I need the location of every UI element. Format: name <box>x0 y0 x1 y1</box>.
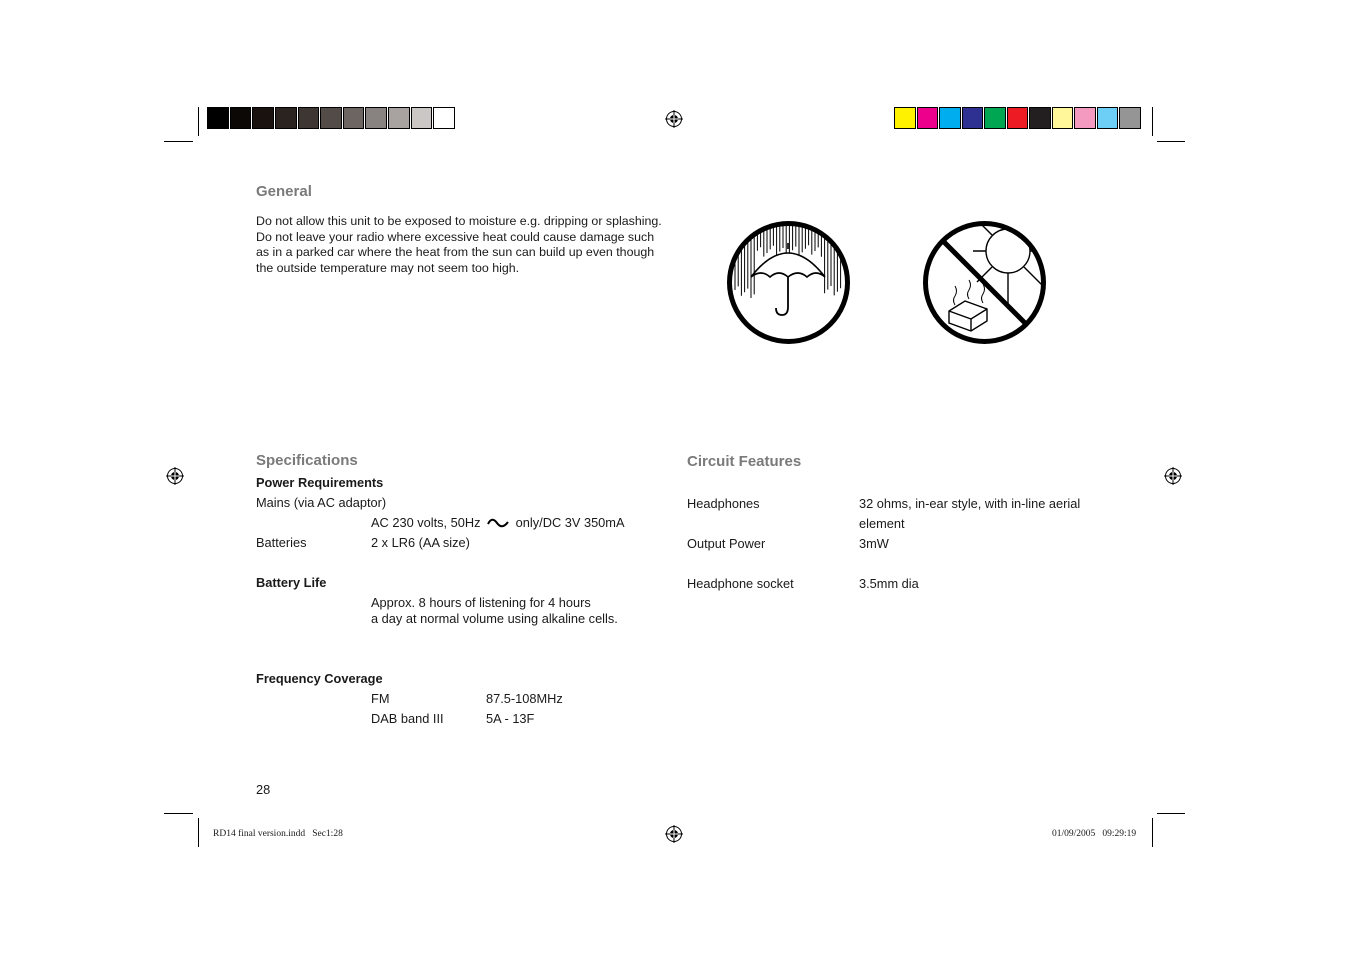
color-swatch <box>984 107 1006 129</box>
slug-left: RD14 final version.indd Sec1:28 <box>213 829 343 839</box>
mains-label: Mains (via AC adaptor) <box>256 495 387 510</box>
circuit-label: Headphone socket <box>687 576 794 591</box>
grey-swatch <box>433 107 455 129</box>
registration-mark-icon <box>166 467 184 485</box>
grey-swatch <box>388 107 410 129</box>
grey-swatch <box>411 107 433 129</box>
slug-right: 01/09/2005 09:29:19 <box>1052 829 1137 839</box>
grey-swatch <box>343 107 365 129</box>
crop-mark-top-left-h <box>164 141 193 142</box>
process-color-bar <box>894 107 1142 131</box>
color-swatch <box>917 107 939 129</box>
grey-color-bar <box>207 107 456 131</box>
crop-mark-bottom-right-v <box>1152 818 1153 847</box>
registration-mark-icon <box>665 825 683 843</box>
circuit-value: 3mW <box>859 536 889 551</box>
registration-mark-icon <box>1164 467 1182 485</box>
crop-mark-top-right-v <box>1152 107 1153 136</box>
general-line: Do not leave your radio where excessive heat could cause damage such <box>256 229 655 244</box>
general-line: Do not allow this unit to be exposed to moisture e.g. dripping or splashing. <box>256 214 662 228</box>
umbrella-rain-icon <box>725 219 852 346</box>
ac-value <box>371 515 625 530</box>
battery-life-line: a day at normal volume using alkaline cells. <box>371 611 618 626</box>
color-swatch <box>1097 107 1119 129</box>
circuit-label: Output Power <box>687 536 766 551</box>
ac-value-suffix: only/DC 3V 350mA <box>515 515 625 530</box>
ac-sine-icon <box>487 517 509 529</box>
grey-swatch <box>275 107 297 129</box>
general-text <box>256 214 676 276</box>
frequency-coverage-heading: Frequency Coverage <box>256 671 383 686</box>
power-requirements-heading: Power Requirements <box>256 475 384 490</box>
registration-mark-icon <box>665 110 683 128</box>
color-swatch <box>1029 107 1051 129</box>
crop-mark-bottom-left-h <box>164 813 193 814</box>
crop-mark-bottom-left-v <box>198 818 199 847</box>
crop-mark-top-right-h <box>1157 141 1185 142</box>
color-swatch <box>1052 107 1074 129</box>
frequency-band: DAB band III <box>371 711 444 726</box>
crop-mark-top-left-v <box>198 107 199 136</box>
battery-life-line: Approx. 8 hours of listening for 4 hours <box>371 595 591 610</box>
circuit-label: Headphones <box>687 496 760 511</box>
circuit-value: element <box>859 516 905 531</box>
ac-value-prefix: AC 230 volts, 50Hz <box>371 515 481 530</box>
color-swatch <box>1074 107 1096 129</box>
page-number: 28 <box>256 782 271 797</box>
color-swatch <box>894 107 916 129</box>
circuit-features-heading: Circuit Features <box>687 453 802 470</box>
frequency-range: 87.5-108MHz <box>486 691 563 706</box>
circuit-value: 32 ohms, in-ear style, with in-line aerial <box>859 496 1081 511</box>
crop-mark-bottom-right-h <box>1157 813 1185 814</box>
grey-swatch <box>365 107 387 129</box>
specifications-heading: Specifications <box>256 452 358 469</box>
no-sun-heat-icon <box>921 219 1048 346</box>
battery-life-heading: Battery Life <box>256 575 327 590</box>
general-line: as in a parked car where the heat from the sun can build up even though <box>256 245 655 259</box>
general-heading: General <box>256 183 312 200</box>
grey-swatch <box>320 107 342 129</box>
color-swatch <box>1007 107 1029 129</box>
frequency-band: FM <box>371 691 390 706</box>
color-swatch <box>939 107 961 129</box>
grey-swatch <box>230 107 252 129</box>
general-line: the outside temperature may not seem too high. <box>256 260 520 275</box>
color-swatch <box>1119 107 1141 129</box>
batteries-value: 2 x LR6 (AA size) <box>371 535 470 550</box>
frequency-range: 5A - 13F <box>486 711 535 726</box>
circuit-value: 3.5mm dia <box>859 576 919 591</box>
grey-swatch <box>252 107 274 129</box>
grey-swatch <box>298 107 320 129</box>
batteries-label: Batteries <box>256 535 307 550</box>
grey-swatch <box>207 107 229 129</box>
color-swatch <box>962 107 984 129</box>
